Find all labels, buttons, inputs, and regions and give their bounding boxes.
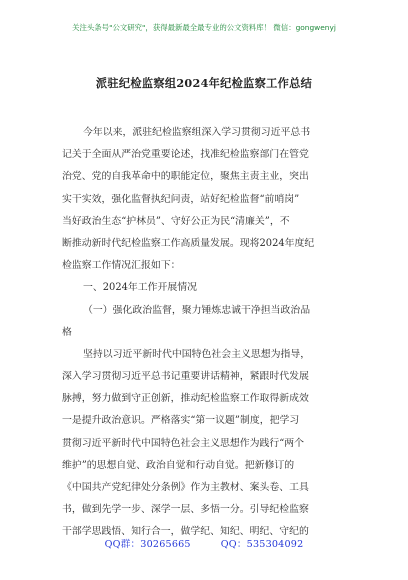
paragraph-line: 《中国共产党纪律处分条例》作为主教材、案头卷、工具 xyxy=(62,482,309,493)
paragraph-line: 断推动新时代纪检监察工作高质量发展。现将2024年度纪 xyxy=(62,237,315,249)
paragraph-line: 检监察工作情况汇报如下： xyxy=(62,260,181,272)
paragraph-line: 记关于全面从严治党重要论述，找准纪检监察部门在管党 xyxy=(62,149,309,161)
paragraph-line: 当好政治生态“护林员”、守好公正为民“清廉关”，不 xyxy=(62,215,290,227)
section-heading: 一、2024年工作开展情况 xyxy=(83,282,198,294)
footer-contact xyxy=(0,536,408,550)
paragraph-line: 维护”的思想自觉、政治自觉和行动自觉。把新修订的 xyxy=(62,459,295,471)
paragraph-line: 贯彻习近平新时代中国特色社会主义思想作为践行“两个 xyxy=(62,437,305,449)
paragraph-line: 今年以来，派驻纪检监察组深入学习贯彻习近平总书 xyxy=(83,127,311,138)
paragraph-line: 书，做到先学一步、深学一层、多悟一分。引导纪检监察 xyxy=(62,504,309,516)
paragraph-line: 干部学思践悟、知行合一，做学纪、知纪、明纪、守纪的 xyxy=(62,526,309,538)
paragraph-line: 治党、党的自我革命中的职能定位，聚焦主责主业，突出 xyxy=(62,171,309,183)
header-banner: 关注头条号"公文研究"，获得最新最全最专业的公文资料库！ 微信：gongwenyj xyxy=(72,23,336,32)
subsection-heading-continuation: 格 xyxy=(62,326,72,338)
paragraph-line: 深入学习贯彻习近平总书记重要讲话精神，紧跟时代发展 xyxy=(62,371,309,383)
paragraph-line: 坚持以习近平新时代中国特色社会主义思想为指导， xyxy=(83,348,311,360)
paragraph-line: 脉搏，努力做到守正创新，推动纪检监察工作取得新成效 xyxy=(62,393,309,405)
paragraph-line: 一是提升政治意识。严格落实“第一议题”制度，把学习 xyxy=(62,415,300,427)
footer-qq: QQ：535304092 xyxy=(220,539,304,550)
subsection-heading: （一）强化政治监督，聚力锤炼忠诚干净担当政治品 xyxy=(83,304,311,316)
document-body xyxy=(62,122,350,544)
footer-qq-group: QQ群：30265665 xyxy=(104,539,191,550)
document-title: 派驻纪检监察组2024年纪检监察工作总结 xyxy=(95,76,313,90)
paragraph-line: 实干实效，强化监督执纪问责，站好纪检监督“前哨岗” xyxy=(62,193,300,205)
